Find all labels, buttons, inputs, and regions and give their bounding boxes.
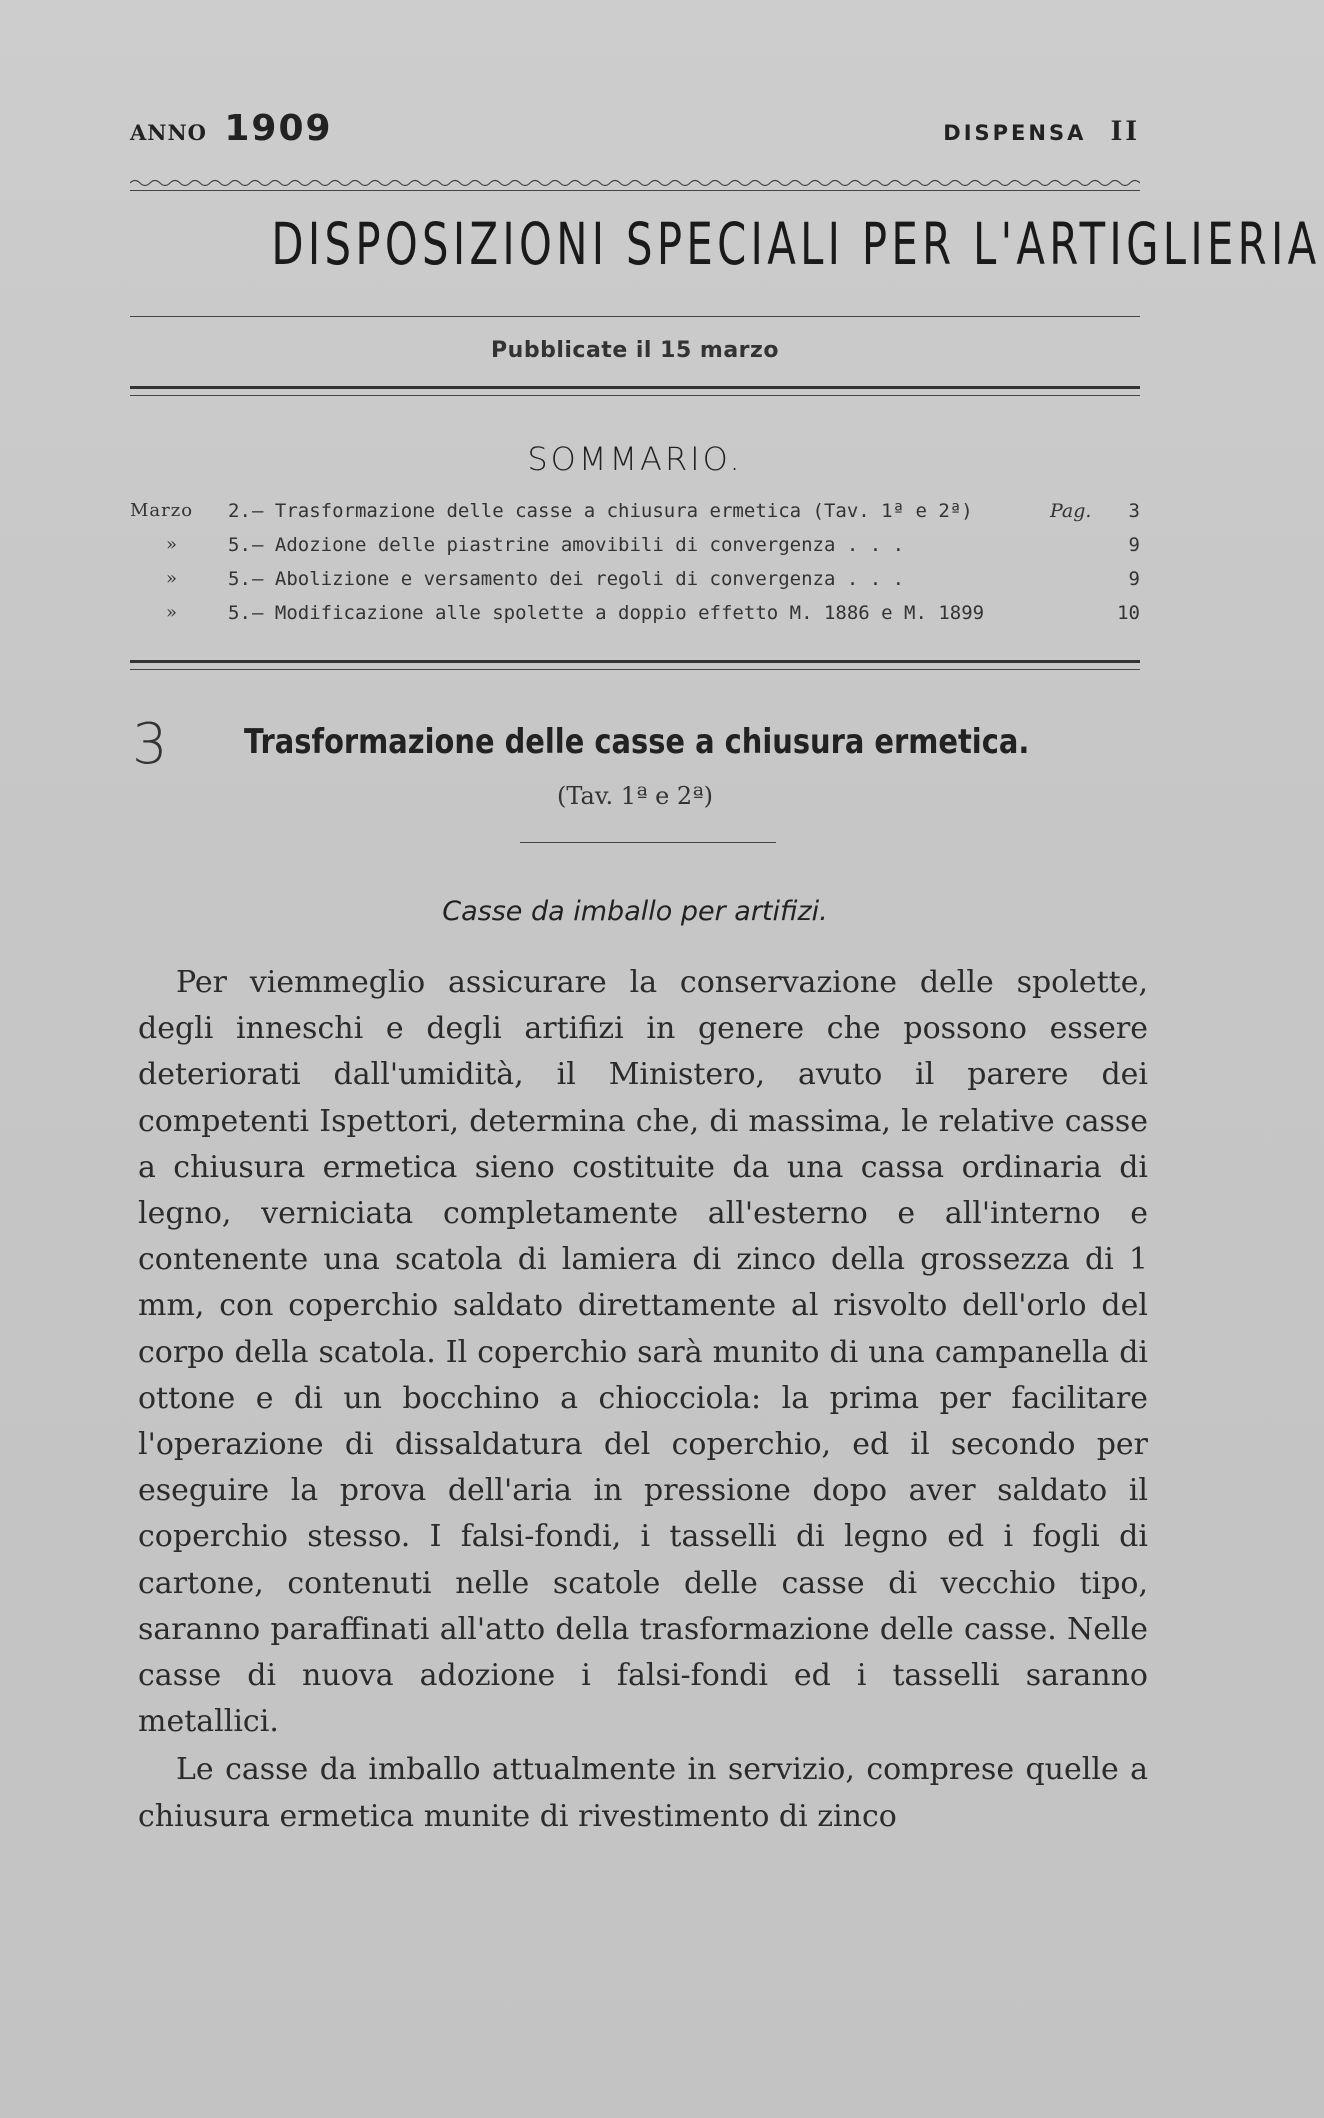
toc-page: 10 [1117, 602, 1140, 624]
toc-entry: — Abolizione e versamento dei regoli di convergenza . . . [252, 568, 905, 590]
toc-row [130, 568, 1140, 602]
paragraph: Le casse da imballo attualmente in servizio, comprese quelle a chiusura ermetica munite di rivestimento di zinco [138, 1752, 1148, 1834]
section-title: Trasformazione delle casse a chiusura ermetica. [244, 722, 1030, 762]
summary-heading: SOMMARIO. [527, 440, 743, 478]
toc-row [130, 602, 1140, 636]
toc-month: » [166, 568, 179, 589]
anno-year: 1909 [224, 108, 333, 149]
toc-entry: — Modificazione alle spolette a doppio effetto M. 1886 e M. 1899 [252, 602, 985, 624]
year-label [130, 108, 333, 149]
anno-label: ANNO [130, 120, 207, 145]
header-rule [130, 190, 1140, 191]
toc-entry: — Trasformazione delle casse a chiusura ermetica (Tav. 1ª e 2ª) [252, 500, 973, 522]
double-rule-top [130, 386, 1140, 389]
toc-row [130, 500, 1140, 534]
summary-rule-bottom [130, 669, 1140, 670]
wavy-divider [130, 176, 1140, 190]
title-rule [130, 316, 1140, 317]
toc-number: 5. [228, 568, 251, 590]
section-rule [520, 842, 776, 843]
toc-page: 3 [1128, 500, 1140, 522]
toc-month: » [166, 534, 179, 555]
summary-table [130, 500, 1140, 636]
body-text [138, 960, 1148, 1840]
toc-number: 5. [228, 534, 251, 556]
dispensa-number: II [1110, 114, 1140, 147]
dispensa-text: DISPENSA [943, 121, 1087, 145]
toc-entry: — Adozione delle piastrine amovibili di convergenza . . . [252, 534, 905, 556]
toc-number: 5. [228, 602, 251, 624]
publication-title: DISPOSIZIONI SPECIALI PER L'ARTIGLIERIA [271, 210, 1321, 278]
toc-page: 9 [1128, 568, 1140, 590]
page-header [130, 108, 1140, 148]
double-rule-bottom [130, 395, 1140, 396]
section-subheading: Casse da imballo per artifizi. [442, 896, 828, 927]
toc-pag-label: Pag. [1050, 500, 1092, 522]
toc-row [130, 534, 1140, 568]
toc-number: 2. [228, 500, 251, 522]
dispensa-label [943, 114, 1140, 148]
paragraph: Per viemmeglio assicurare la conservazione delle spolette, degli inneschi e degli artifizi in genere che possono essere deteriorati dall'umidità, il Ministero, avuto il parere dei competenti Ispettori, determina che, di massima, le relative casse a chiusura ermetica sieno costituite da una cassa ordinaria di legno, verniciata completamente all'esterno e all'interno e contenente una scatola di lamiera di zinco della grossezza di 1 mm, con coperchio saldato direttamente al risvolto dell'orlo del corpo della scatola. Il coperchio sarà munito di una campanella di ottone e di un bocchino a chiocciola: la prima per facilitare l'operazione di dissaldatura del coperchio, ed il secondo per eseguire la prova dell'aria in pressione dopo aver saldato il coperchio stesso. I falsi-fondi, i tasselli di legno ed i fogli di cartone, contenuti nelle scatole delle casse di vecchio tipo, saranno paraffinati all'atto della trasformazione delle casse. Nelle casse di nuova adozione i falsi-fondi ed i tasselli saranno metallici. [138, 965, 1148, 1740]
toc-month: » [166, 602, 179, 623]
toc-month: Marzo [130, 500, 194, 521]
publication-date: Pubblicate il 15 marzo [491, 338, 779, 363]
section-number: 3 [132, 712, 168, 777]
summary-rule-top [130, 660, 1140, 663]
toc-page: 9 [1128, 534, 1140, 556]
section-subtitle: (Tav. 1ª e 2ª) [557, 782, 713, 810]
